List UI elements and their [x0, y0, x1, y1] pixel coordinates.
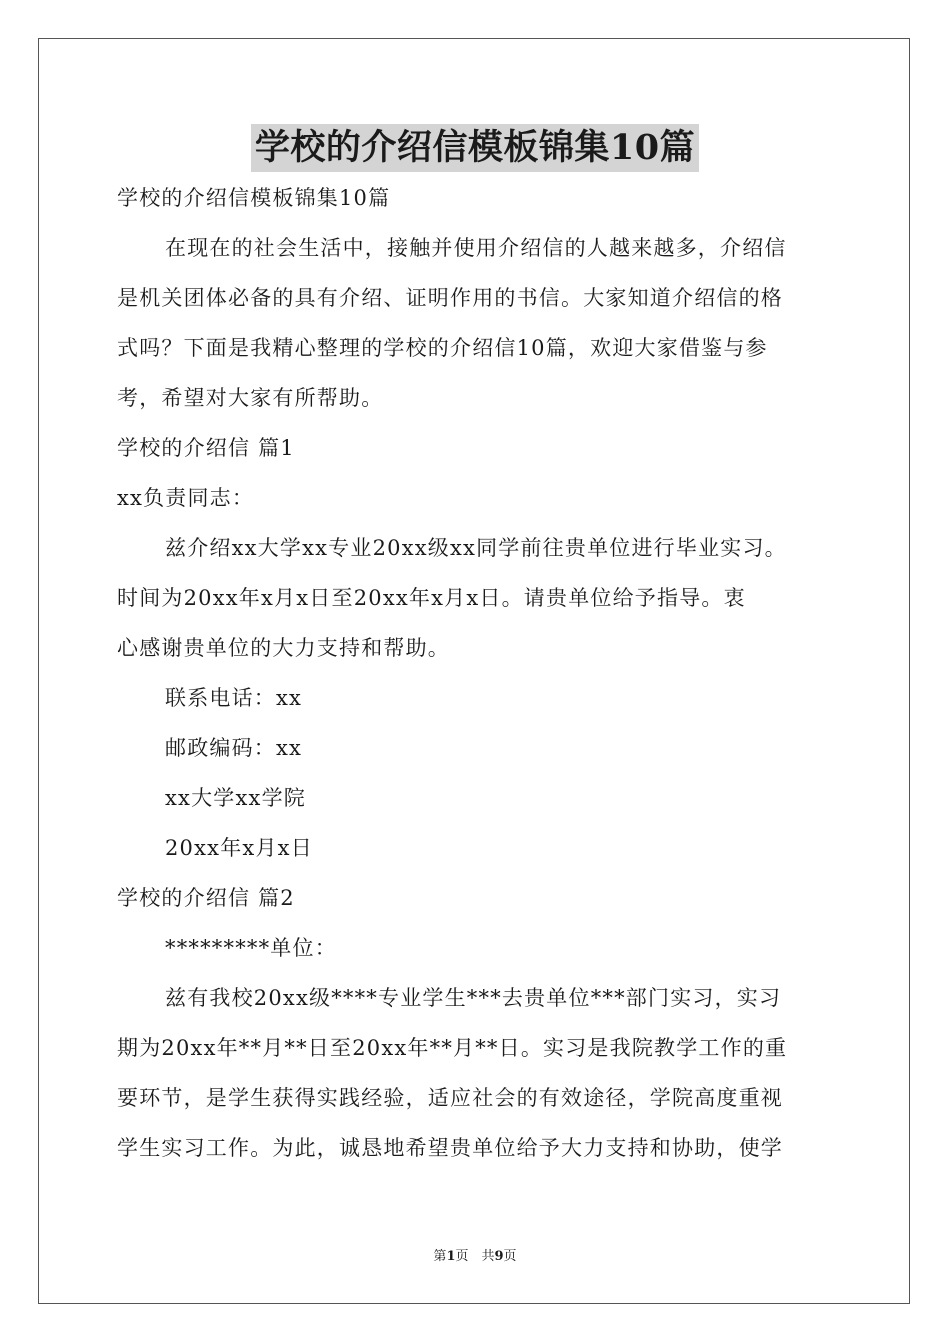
subtitle-line: 学校的介绍信模板锦集10篇	[117, 186, 391, 210]
paragraph-line: 兹介绍xx大学xx专业20xx级xx同学前往贵单位进行毕业实习。	[165, 536, 787, 560]
paragraph-line: 是机关团体必备的具有介绍、证明作用的书信。大家知道介绍信的格	[117, 286, 783, 310]
paragraph-line: 考，希望对大家有所帮助。	[117, 386, 384, 410]
section-heading: 学校的介绍信 篇2	[117, 886, 295, 910]
page-label-suffix: 页	[503, 1249, 517, 1264]
section-heading: 学校的介绍信 篇1	[117, 436, 295, 460]
contact-phone-line: 联系电话：xx	[165, 686, 303, 710]
document-title: 学校的介绍信模板锦集10篇	[251, 124, 699, 172]
page-footer	[0, 1245, 950, 1264]
signature-line: xx大学xx学院	[165, 786, 306, 810]
paragraph-line: 期为20xx年**月**日至20xx年**月**日。实习是我院教学工作的重	[117, 1036, 788, 1060]
salutation-line: xx负责同志：	[117, 486, 255, 510]
postal-code-line: 邮政编码：xx	[165, 736, 303, 760]
paragraph-line: 兹有我校20xx级****专业学生***去贵单位***部门实习，实习	[165, 986, 782, 1010]
document-body	[117, 173, 847, 1173]
paragraph-line: 在现在的社会生活中，接触并使用介绍信的人越来越多，介绍信	[165, 236, 787, 260]
page-label-prefix: 第	[433, 1249, 447, 1264]
current-page-number: 1	[446, 1249, 456, 1264]
paragraph-line: 式吗？下面是我精心整理的学校的介绍信10篇，欢迎大家借鉴与参	[117, 336, 768, 360]
date-line: 20xx年x月x日	[165, 836, 313, 860]
paragraph-line: 学生实习工作。为此，诚恳地希望贵单位给予大力支持和协助，使学	[117, 1136, 783, 1160]
salutation-line: *********单位：	[165, 936, 337, 960]
total-page-number: 9	[494, 1249, 504, 1264]
paragraph-line: 时间为20xx年x月x日至20xx年x月x日。请贵单位给予指导。衷	[117, 586, 746, 610]
paragraph-line: 要环节，是学生获得实践经验，适应社会的有效途径，学院高度重视	[117, 1086, 783, 1110]
paragraph-line: 心感谢贵单位的大力支持和帮助。	[117, 636, 450, 660]
title-container	[0, 124, 950, 172]
page-label-middle: 页 共	[455, 1249, 495, 1264]
